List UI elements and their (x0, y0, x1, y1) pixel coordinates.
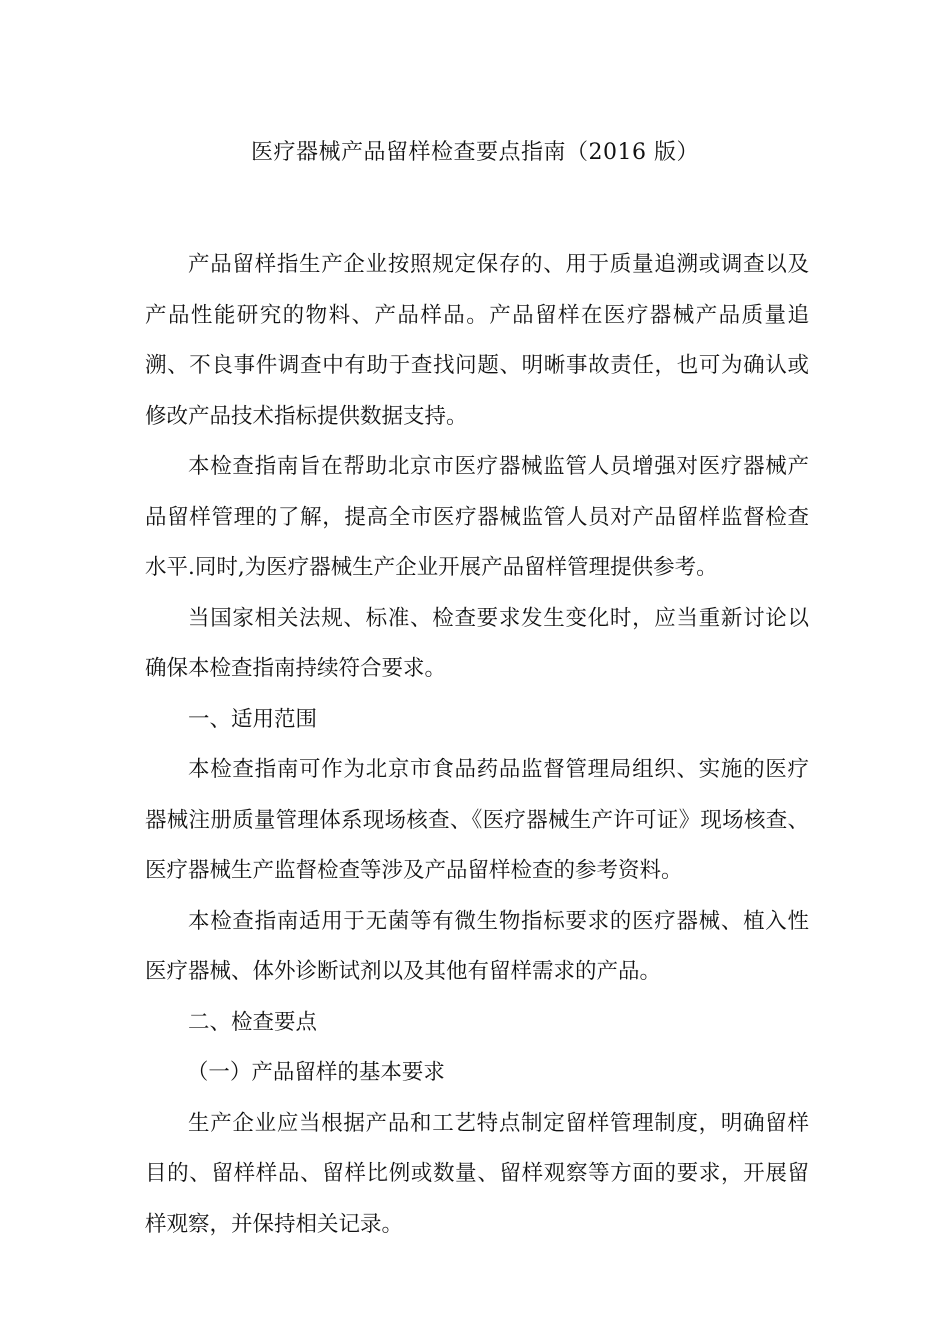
section-heading-key-points: 二、检查要点 (188, 1009, 318, 1035)
paragraph-sample-definition: 产品留样指生产企业按照规定保存的、用于质量追溯或调查以及产品性能研究的物料、产品样品。产品留样在医疗器械产品质量追溯、不良事件调查中有助于查找问题、明晰事故责任，也可为确认或修改产品技术指标提供数据支持。 (145, 252, 809, 429)
paragraph-scope-usage: 本检查指南可作为北京市食品药品监督管理局组织、实施的医疗器械注册质量管理体系现场核查、《医疗器械生产许可证》现场核查、医疗器械生产监督检查等涉及产品留样检查的参考资料。 (145, 757, 809, 883)
document-body (145, 240, 809, 1250)
section-heading-scope: 一、适用范围 (188, 706, 318, 732)
paragraph-revision-note: 当国家相关法规、标准、检查要求发生变化时，应当重新讨论以确保本检查指南持续符合要求。 (145, 605, 809, 681)
paragraph-scope-products: 本检查指南适用于无菌等有微生物指标要求的医疗器械、植入性医疗器械、体外诊断试剂以及其他有留样需求的产品。 (145, 908, 809, 984)
subsection-heading-basic-requirements: （一）产品留样的基本要求 (186, 1060, 445, 1085)
paragraph-guide-purpose: 本检查指南旨在帮助北京市医疗器械监管人员增强对医疗器械产品留样管理的了解，提高全市医疗器械监管人员对产品留样监督检查水平.同时,为医疗器械生产企业开展产品留样管理提供参考。 (145, 454, 809, 580)
paragraph-basic-requirements: 生产企业应当根据产品和工艺特点制定留样管理制度，明确留样目的、留样样品、留样比例或数量、留样观察等方面的要求，开展留样观察，并保持相关记录。 (145, 1110, 809, 1237)
document-title: 医疗器械产品留样检查要点指南（2016 版） (251, 140, 699, 165)
